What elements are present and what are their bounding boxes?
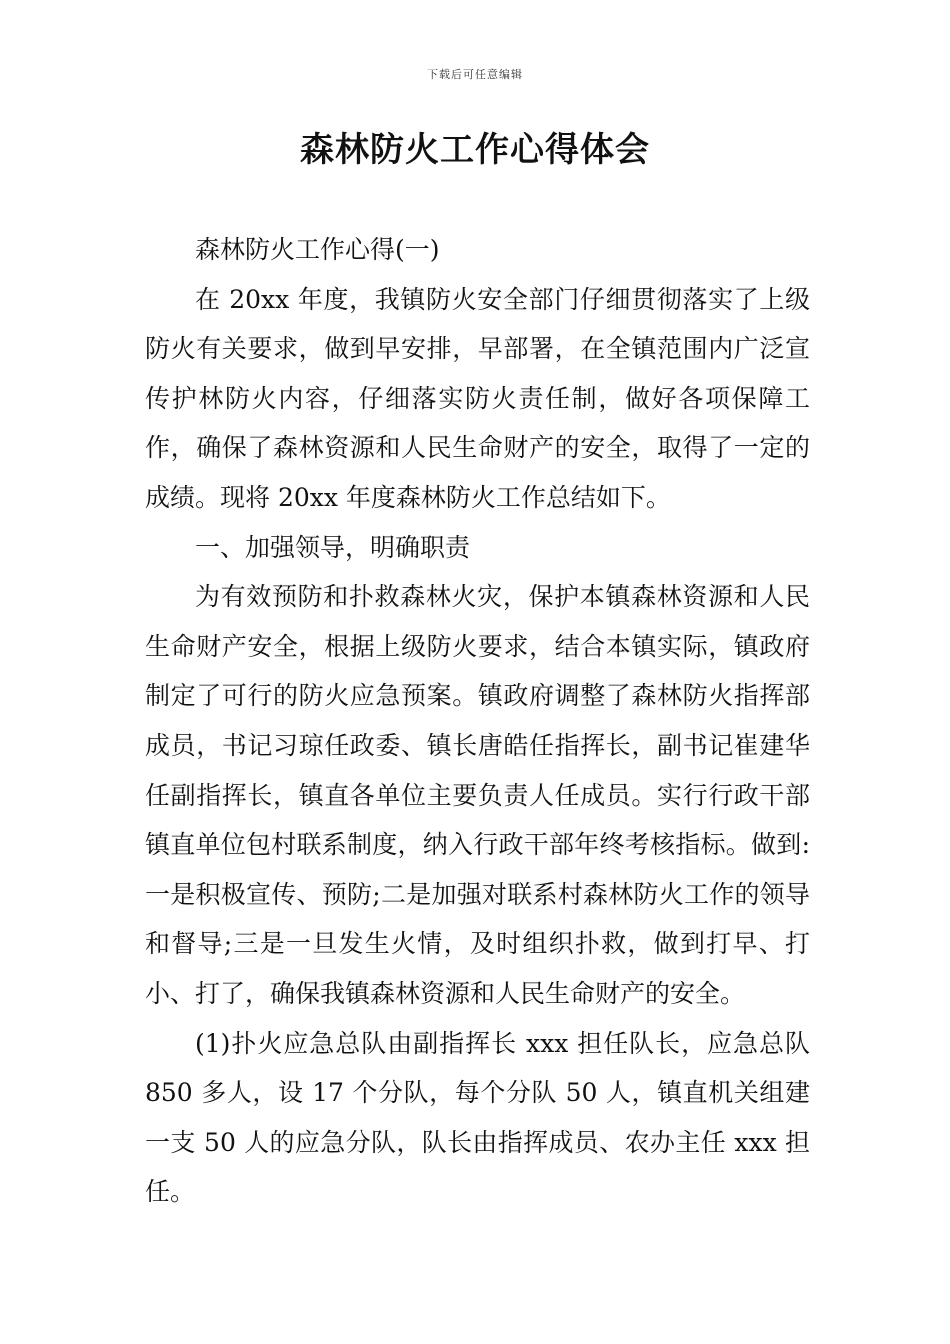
body-paragraph: (1)扑火应急总队由副指挥长 xxx 担任队长，应急总队 850 多人，设 17 个分队，每个分队 50 人，镇直机关组建一支 50 人的应急分队，队长由指挥成员、农办主任 xxx 担任。 [145,1028,810,1207]
body-paragraph: 在 20xx 年度，我镇防火安全部门仔细贯彻落实了上级防火有关要求，做到早安排，早部署，在全镇范围内广泛宣传护林防火内容，仔细落实防火责任制，做好各项保障工作，确保了森林资源和人民生命财产的安全，取得了一定的成绩。现将 20xx 年度森林防火工作总结如下。 [145,284,810,512]
page-header-note: 下载后可任意编辑 [427,68,523,81]
body-paragraph: 为有效预防和扑救森林火灾，保护本镇森林资源和人民生命财产安全，根据上级防火要求，结合本镇实际，镇政府制定了可行的防火应急预案。镇政府调整了森林防火指挥部成员，书记习琼任政委、镇长唐皓任指挥长，副书记崔建华任副指挥长，镇直各单位主要负责人任成员。实行行政干部镇直单位包村联系制度，纳入行政干部年终考核指标。做到:一是积极宣传、预防;二是加强对联系村森林防火工作的领导和督导;三是一旦发生火情，及时组织扑救，做到打早、打小、打了，确保我镇森林资源和人民生命财产的安全。 [145,582,810,1008]
document-title: 森林防火工作心得体会 [300,130,650,170]
section-subtitle: 森林防火工作心得(一) [195,235,440,264]
section-heading: 一、加强领导，明确职责 [195,532,471,562]
document-body [145,225,810,1217]
